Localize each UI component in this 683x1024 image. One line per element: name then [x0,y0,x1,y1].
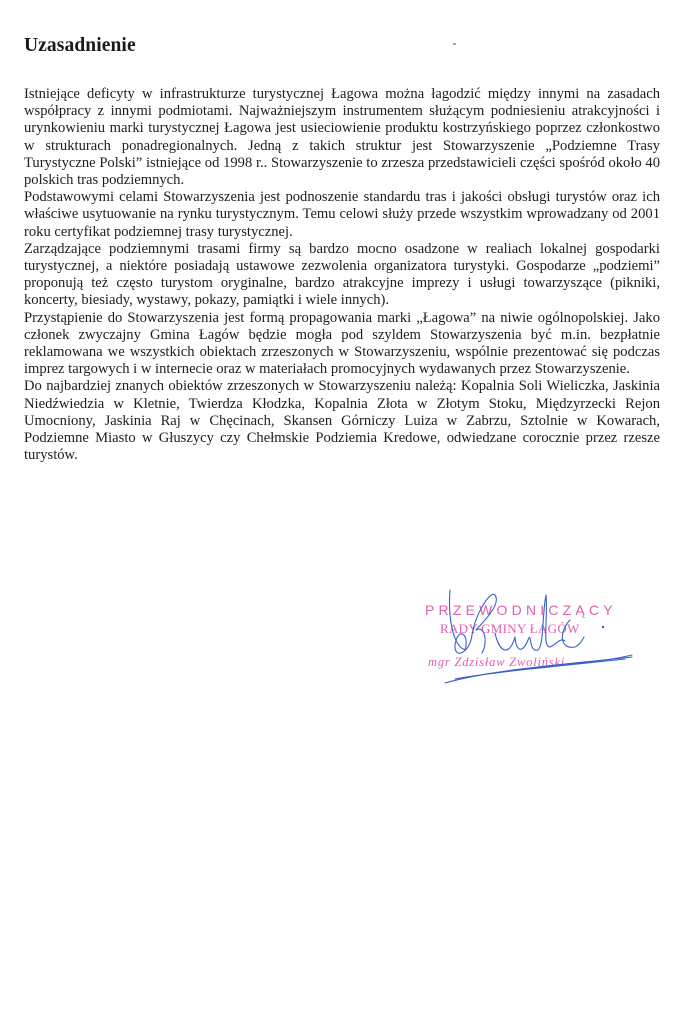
document-title: Uzasadnienie [24,35,136,56]
handwritten-signature [410,575,640,695]
stamp-title: PRZEWODNICZĄCY [425,602,617,618]
paragraph-membership: Przystąpienie do Stowarzyszenia jest formą propagowania marki „Łagowa” na niwie ogólnopolskiej. Jako członek zwyczajny Gmina Łagów będzie mogła pod szyldem Stowarzyszenia być m.in. bezpłatnie reklamowana we wszystkich obiektach zrzeszonych w Stowarzyszeniu, wspólnie prezentować się podczas imprez targowych i w internecie oraz w materiałach promocyjnych wydawanych przez Stowarzyszenie. [24,309,660,378]
signature-stroke [562,620,584,647]
paragraph-members-list: Do najbardziej znanych obiektów zrzeszonych w Stowarzyszeniu należą: Kopalnia Soli Wieliczka, Jaskinia Niedźwiedzia w Kletnie, Twierdza Kłodzka, Kopalnia Złota w Złotym Stoku, Międzyrzecki Rejon Umocniony, Jaskinia Raj w Chęcinach, Skansen Górniczy Luiza w Zabrzu, Sztolnie w Kowarach, Podziemne Miasto w Głuszycy czy Chełmskie Podziemia Kredowe, odwiedzane corocznie przez rzesze turystów. [24,378,660,464]
stamp-name: mgr Zdzisław Zwoliński [428,655,566,669]
paragraph-goals: Podstawowymi celami Stowarzyszenia jest podnoszenie standardu tras i jakości obsługi turystów oraz ich właściwe usytuowanie na rynku turystycznym. Temu celowi służy przede wszystkim wprowadzany od 2001 roku certyfikat podziemnej trasy turystycznej. [24,189,660,240]
signature-stroke [455,659,625,679]
document-body [24,86,660,464]
paragraph-intro: Istniejące deficyty w infrastrukturze turystycznej Łagowa można łagodzić między innymi na zasadach współpracy z innymi podmiotami. Najważniejszym instrumentem służącym podniesieniu atrakcyjności i urynkowieniu marki turystycznej Łagowa jest usieciowienie produktu kostrzyńskiego poprzez członkostwo w strukturach ponadregionalnych. Jedną z takich struktur jest Stowarzyszenie „Podziemne Trasy Turystyczne Polski” istniejące od 1998 r.. Stowarzyszenie to zrzesza przedstawicieli części spośród około 40 polskich tras podziemnych. [24,86,660,189]
signature-dot [602,626,604,628]
signature-stroke [450,590,497,653]
scan-speck [453,43,456,45]
paragraph-operators: Zarządzające podziemnymi trasami firmy są bardzo mocno osadzone w realiach lokalnej gospodarki turystycznej, a niektóre posiadają ustawowe zezwolenia organizatora turystyki. Gospodarze „podziemi” proponują też często turystom oryginalne, bardzo atrakcyjne imprezy i usługi towarzyszące (pikniki, koncerty, biesiady, wystawy, pokazy, pamiątki i wiele innych). [24,240,660,309]
signature-stroke [495,595,565,650]
stamp-council: RADY GMINY ŁAGÓW [440,621,580,636]
